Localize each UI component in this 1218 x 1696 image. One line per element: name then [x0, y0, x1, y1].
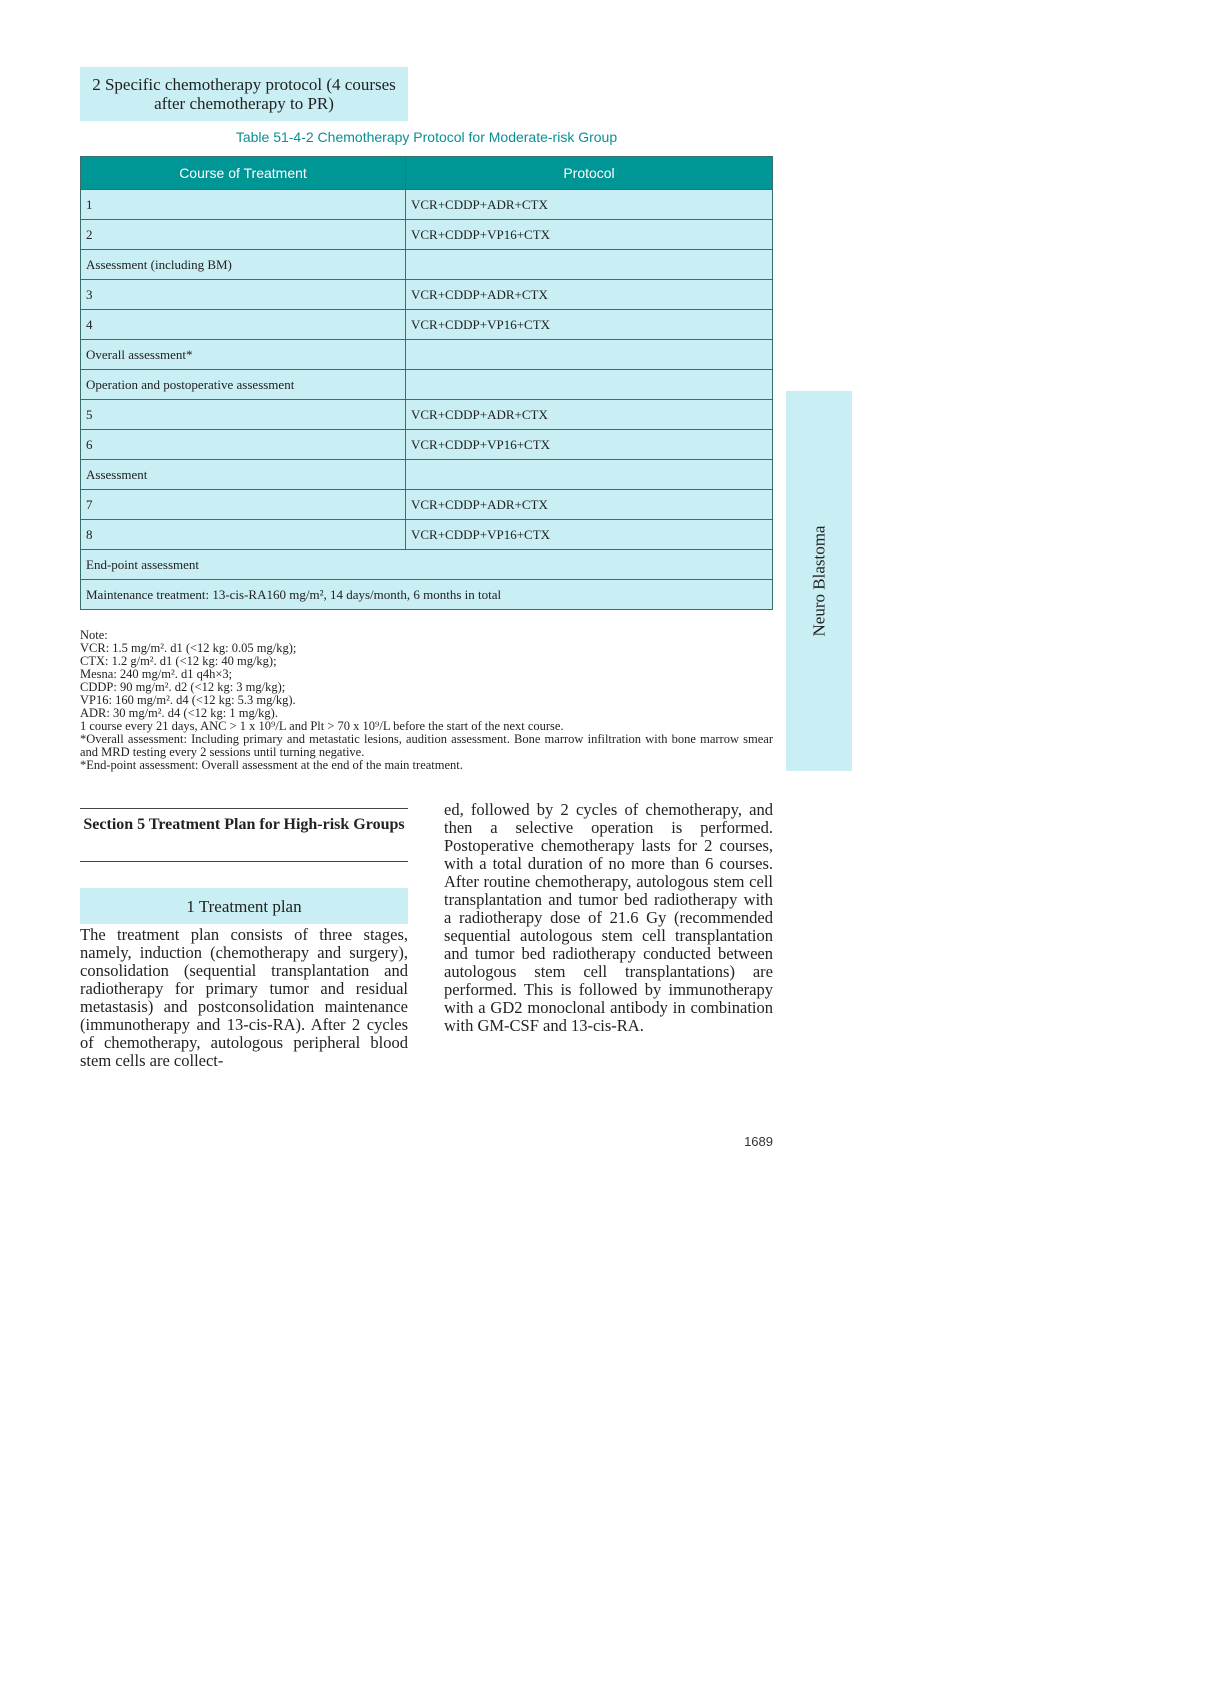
chapter-side-tab-label: Neuro Blastoma: [809, 525, 829, 637]
protocol-cell: [406, 370, 773, 400]
table-row: [81, 250, 773, 280]
protocol-cell: VCR+CDDP+ADR+CTX: [406, 490, 773, 520]
treatment-plan-heading-text: 1 Treatment plan: [186, 896, 302, 916]
table-row: [81, 460, 773, 490]
maintenance-treatment-cell: Maintenance treatment: 13-cis-RA160 mg/m², 14 days/month, 6 months in total: [81, 580, 773, 610]
course-cell: 7: [81, 490, 406, 520]
table-row: [81, 430, 773, 460]
note-line: Note:: [80, 629, 108, 642]
protocol-cell: VCR+CDDP+ADR+CTX: [406, 400, 773, 430]
column-header-course: Course of Treatment: [81, 157, 406, 190]
table-header-row: [81, 157, 773, 190]
note-line: Mesna: 240 mg/m². d1 q4h×3;: [80, 668, 233, 681]
protocol-cell: VCR+CDDP+VP16+CTX: [406, 310, 773, 340]
table-caption: Table 51-4-2 Chemotherapy Protocol for Moderate-risk Group: [235, 129, 618, 145]
protocol-cell: VCR+CDDP+VP16+CTX: [406, 220, 773, 250]
protocol-heading-text: 2 Specific chemotherapy protocol (4 courses after chemotherapy to PR): [92, 75, 396, 113]
treatment-plan-heading: [80, 888, 408, 924]
table-row: [81, 400, 773, 430]
chapter-side-tab: [786, 391, 852, 771]
note-line: *Overall assessment: Including primary and metastatic lesions, audition assessment. Bone marrow infiltration with bone marrow smear and MRD testing every 2 sessions until turning negative.: [80, 733, 773, 759]
table-notes: [80, 629, 773, 772]
endpoint-assessment-cell: End-point assessment: [81, 550, 773, 580]
course-cell: 5: [81, 400, 406, 430]
protocol-cell: [406, 340, 773, 370]
course-cell: 8: [81, 520, 406, 550]
protocol-cell: VCR+CDDP+VP16+CTX: [406, 520, 773, 550]
course-cell: Operation and postoperative assessment: [81, 370, 406, 400]
table-row: [81, 490, 773, 520]
column-header-protocol: Protocol: [406, 157, 773, 190]
table-row: [81, 280, 773, 310]
course-cell: 4: [81, 310, 406, 340]
course-cell: 1: [81, 190, 406, 220]
table-row: [81, 370, 773, 400]
protocol-cell: [406, 460, 773, 490]
course-cell: Overall assessment*: [81, 340, 406, 370]
body-text-left-column: The treatment plan consists of three stages, namely, induction (chemotherapy and surgery), consolidation (sequential transplantation and radiotherapy for primary tumor and residual metastasis) and postconsolidation maintenance (immunotherapy and 13-cis-RA). After 2 cycles of chemotherapy, autologous peripheral blood stem cells are collect-: [80, 925, 408, 1070]
section-divider-bottom: [80, 861, 408, 862]
protocol-cell: VCR+CDDP+ADR+CTX: [406, 280, 773, 310]
table-row: [81, 550, 773, 580]
note-line: 1 course every 21 days, ANC > 1 x 10⁹/L and Plt > 70 x 10⁹/L before the start of the next course.: [80, 720, 564, 733]
chemotherapy-protocol-table: [80, 156, 773, 610]
table-row: [81, 520, 773, 550]
course-cell: Assessment (including BM): [81, 250, 406, 280]
course-cell: 6: [81, 430, 406, 460]
protocol-heading: [80, 67, 408, 121]
table-row: [81, 580, 773, 610]
table-row: [81, 190, 773, 220]
note-line: *End-point assessment: Overall assessment at the end of the main treatment.: [80, 759, 463, 772]
protocol-cell: VCR+CDDP+VP16+CTX: [406, 430, 773, 460]
page-number: 1689: [744, 1134, 773, 1149]
course-cell: 2: [81, 220, 406, 250]
section-title: Section 5 Treatment Plan for High-risk Groups: [83, 816, 405, 833]
note-line: ADR: 30 mg/m². d4 (<12 kg: 1 mg/kg).: [80, 707, 278, 720]
section-divider-top: [80, 808, 408, 809]
table-row: [81, 340, 773, 370]
body-text-right-column: ed, followed by 2 cycles of chemotherapy, and then a selective operation is performed. Postoperative chemotherapy lasts for 2 courses, with a total duration of no more than 6 courses. After routine chemotherapy, autologous stem cell transplantation and tumor bed radiotherapy with a radiotherapy dose of 21.6 Gy (recommended sequential autologous stem cell transplantation and tumor bed radiotherapy conducted between autologous stem cell transplantations) are performed. This is followed by immunotherapy with a GD2 monoclonal antibody in combination with GM-CSF and 13-cis-RA.: [444, 800, 773, 1035]
protocol-cell: [406, 250, 773, 280]
note-line: VP16: 160 mg/m². d4 (<12 kg: 5.3 mg/kg).: [80, 694, 296, 707]
table-row: [81, 310, 773, 340]
note-line: CDDP: 90 mg/m². d2 (<12 kg: 3 mg/kg);: [80, 681, 286, 694]
table-row: [81, 220, 773, 250]
protocol-cell: VCR+CDDP+ADR+CTX: [406, 190, 773, 220]
note-line: VCR: 1.5 mg/m². d1 (<12 kg: 0.05 mg/kg);: [80, 642, 297, 655]
course-cell: Assessment: [81, 460, 406, 490]
note-line: CTX: 1.2 g/m². d1 (<12 kg: 40 mg/kg);: [80, 655, 277, 668]
course-cell: 3: [81, 280, 406, 310]
